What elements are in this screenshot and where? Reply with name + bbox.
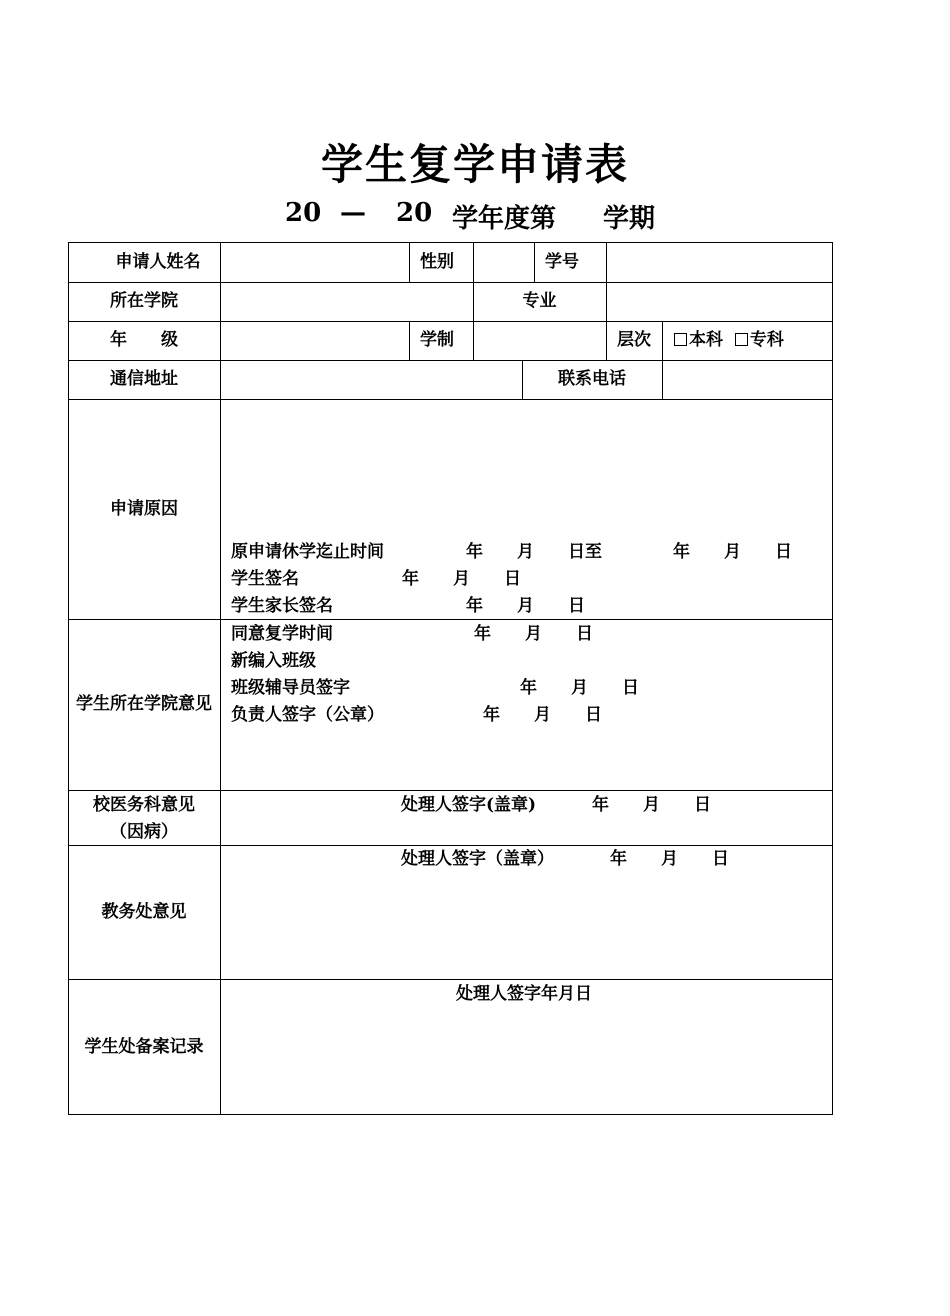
row-line: [68, 790, 833, 791]
border-top: [68, 242, 833, 243]
col-line: [662, 360, 663, 399]
student-affairs-record-label: 学生处备案记录: [84, 1037, 204, 1057]
border-right: [832, 242, 833, 1115]
academic-signature-date: 年 月 日: [610, 849, 729, 869]
term-label: 学期: [603, 204, 656, 234]
academic-year-label: 学年度第: [452, 204, 557, 234]
address-label: 通信地址: [110, 369, 178, 389]
reason-label: 申请原因: [110, 499, 178, 519]
col-line: [606, 282, 607, 321]
student-id-label: 学号: [545, 252, 579, 272]
counselor-signature-date: 年 月 日: [520, 678, 639, 698]
junior-college-option-label: 专科: [749, 330, 784, 350]
student-affairs-signature-label: 处理人签字年月日: [456, 984, 592, 1004]
suspension-end-date: 年 月 日: [673, 542, 792, 562]
year-dash: —: [340, 198, 366, 228]
col-line: [606, 242, 607, 282]
subtitle: [0, 198, 950, 234]
row-line: [68, 282, 833, 283]
college-opinion-label: 学生所在学院意见: [76, 694, 212, 714]
parent-signature-label: 学生家长签名: [231, 596, 333, 616]
medical-opinion-note: （因病）: [110, 822, 178, 842]
form-title: 学生复学申请表: [320, 140, 629, 189]
academic-affairs-opinion-label: 教务处意见: [101, 902, 187, 922]
col-line: [473, 321, 474, 360]
row-line: [68, 399, 833, 400]
student-signature-date: 年 月 日: [402, 569, 521, 589]
medical-opinion-label: 校医务科意见: [93, 795, 195, 815]
major-label: 专业: [522, 291, 557, 311]
gender-label: 性别: [420, 252, 454, 272]
start-year: 20: [285, 198, 322, 228]
end-year: 20: [396, 198, 433, 228]
grade-label: 年 级: [110, 330, 178, 350]
suspension-start-date: 年 月 日至: [466, 542, 602, 562]
new-class-label: 新编入班级: [231, 651, 316, 671]
col-line: [662, 321, 663, 360]
undergraduate-option-label: 本科: [689, 330, 723, 350]
level-options: [674, 330, 784, 350]
head-signature-label: 负责人签字（公章）: [231, 705, 384, 725]
row-line: [68, 619, 833, 620]
applicant-name-label: 申请人姓名: [115, 252, 201, 272]
counselor-signature-label: 班级辅导员签字: [231, 678, 350, 698]
junior-college-checkbox[interactable]: [735, 333, 748, 346]
student-signature-label: 学生签名: [231, 569, 299, 589]
suspension-period-label: 原申请休学迄止时间: [231, 542, 384, 562]
row-line: [68, 845, 833, 846]
schooling-system-label: 学制: [420, 330, 454, 350]
row-line: [68, 979, 833, 980]
undergraduate-checkbox[interactable]: [674, 333, 687, 346]
parent-signature-date: 年 月 日: [466, 596, 585, 616]
return-date: 年 月 日: [474, 624, 593, 644]
row-line: [68, 321, 833, 322]
medical-signature-date: 年 月 日: [592, 795, 711, 815]
return-date-label: 同意复学时间: [231, 624, 333, 644]
college-label: 所在学院: [110, 291, 178, 311]
medical-signature-label: 处理人签字(盖章): [401, 795, 537, 815]
row-line: [68, 360, 833, 361]
col-line: [473, 242, 474, 282]
label-column-line: [220, 242, 221, 1115]
border-bottom: [68, 1114, 833, 1115]
phone-label: 联系电话: [558, 369, 626, 389]
application-form-table: [68, 242, 833, 1115]
academic-signature-label: 处理人签字（盖章）: [401, 849, 554, 869]
head-signature-date: 年 月 日: [483, 705, 602, 725]
level-label: 层次: [617, 330, 651, 350]
